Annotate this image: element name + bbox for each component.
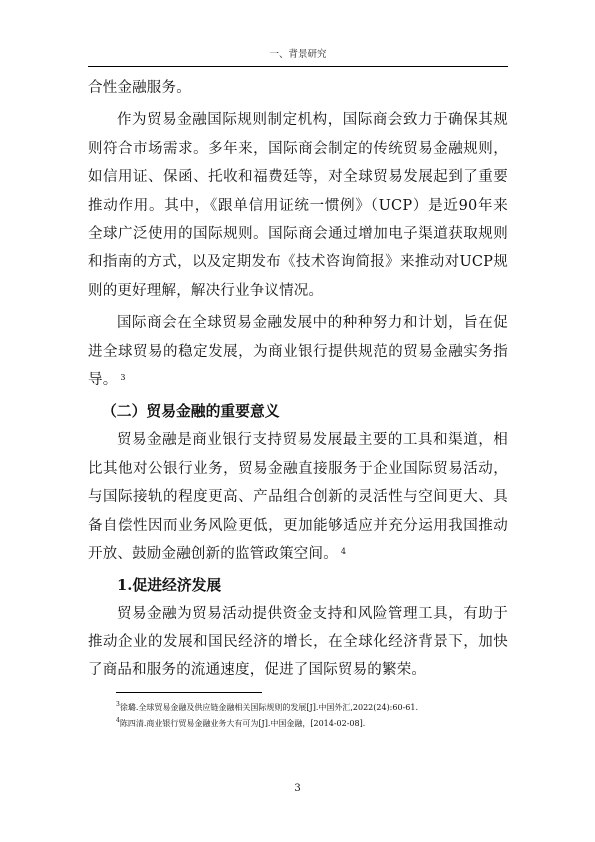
header-rule xyxy=(88,66,508,67)
paragraph-icc-efforts-text: 国际商会在全球贸易金融发展中的种种努力和计划，旨在促进全球贸易的稳定发展，为商业银行提供规范的贸易金融实务指导。 xyxy=(88,315,508,389)
paragraph-economic-development: 贸易金融为贸易活动提供资金支持和风险管理工具，有助于推动企业的发展和国民经济的增长，在全球化经济背景下，加快了商品和服务的流通速度，促进了国际贸易的繁荣。 xyxy=(88,605,508,679)
footnote-4-text: 陈四清.商业银行贸易金融业务大有可为[J].中国金融，[2014-02-08]. xyxy=(119,719,366,728)
footnote-ref-4[interactable]: 4 xyxy=(340,547,347,557)
body-text xyxy=(88,74,508,685)
page-number: 3 xyxy=(294,783,301,794)
footnote-3 xyxy=(116,702,418,713)
footnote-3-text: 徐璐.全球贸易金融及供应链金融相关国际规则的发展[J].中国外汇,2022(24):60-61. xyxy=(119,703,418,712)
subsection-heading: 1.促进经济发展 xyxy=(117,576,222,594)
section-heading: （二）贸易金融的重要意义 xyxy=(102,403,280,421)
paragraph-icc-efforts xyxy=(88,309,508,394)
footnote-ref-3[interactable]: 3 xyxy=(120,373,126,383)
paragraph-importance-text: 贸易金融是商业银行支持贸易发展最主要的工具和渠道，相比其他对公银行业务，贸易金融直接服务于企业国际贸易活动，与国际接轨的程度更高、产品组合创新的灵活性与空间更大、具备自偿性因而业务风险更低，更加能够适应并充分运用我国推动开放、鼓励金融创新的监管政策空间。 xyxy=(88,432,508,563)
footnote-3-number: 3 xyxy=(116,701,120,708)
footnote-4-number: 4 xyxy=(116,717,120,724)
paragraph-importance xyxy=(88,426,508,568)
footnote-rule xyxy=(116,692,262,693)
footnote-4 xyxy=(116,718,365,729)
paragraph-icc-rules: 作为贸易金融国际规则制定机构，国际商会致力于确保其规则符合市场需求。多年来，国际商会制定的传统贸易金融规则，如信用证、保函、托收和福费廷等，对全球贸易发展起到了重要推动作用。其中，《跟单信用证统一惯例》（UCP）是近90年来全球广泛使用的国际规则。国际商会通过增加电子渠道获取规则和指南的方式，以及定期发布《技术咨询简报》来推动对UCP规则的更好理解，解决行业争议情况。 xyxy=(88,112,508,299)
paragraph-continued: 合性金融服务。 xyxy=(88,80,191,96)
running-header: 一、背景研究 xyxy=(269,49,327,60)
